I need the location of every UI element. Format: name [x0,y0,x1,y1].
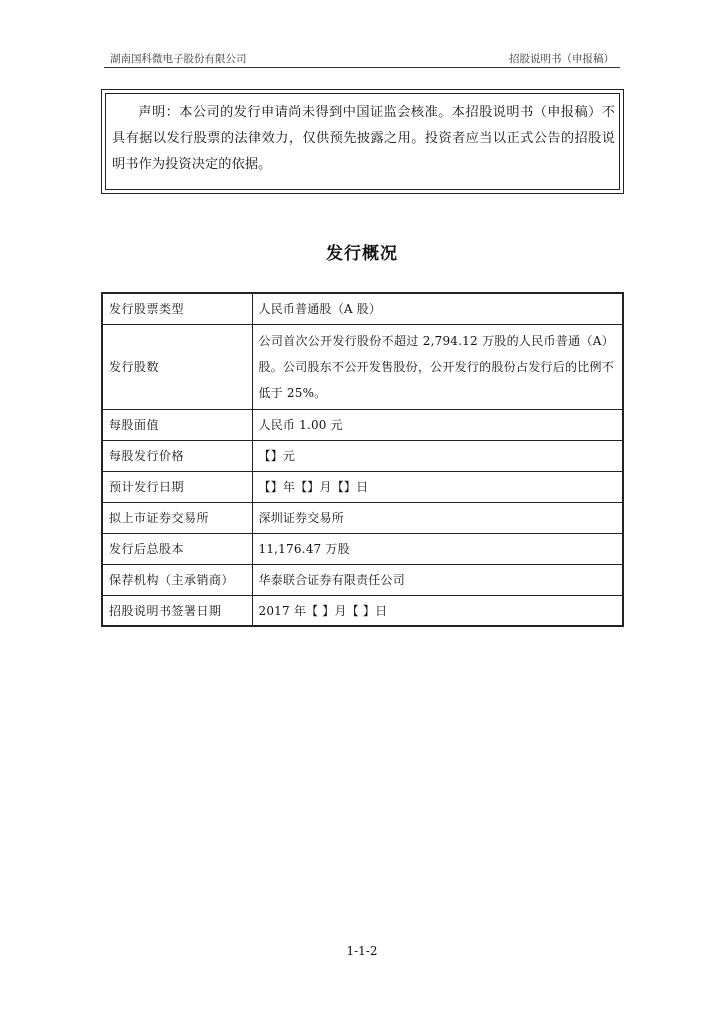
row-value: 公司首次公开发行股份不超过 2,794.12 万股的人民币普通（A）股。公司股东不公开发售股份，公开发行的股份占发行后的比例不低于 25%。 [252,324,623,409]
disclaimer-box [101,89,624,194]
row-label: 每股面值 [102,409,252,440]
header-document-title: 招股说明书（申报稿） [509,53,614,65]
row-label: 招股说明书签署日期 [102,595,252,626]
row-label: 预计发行日期 [102,471,252,502]
row-value: 【】元 [252,440,623,471]
row-value: 深圳证券交易所 [252,502,623,533]
page-number: 1-1-2 [346,944,378,958]
row-label: 发行股票类型 [102,293,252,324]
table-row [102,293,623,324]
row-label: 每股发行价格 [102,440,252,471]
row-label: 拟上市证券交易所 [102,502,252,533]
row-value: 11,176.47 万股 [252,533,623,564]
row-value: 华泰联合证券有限责任公司 [252,564,623,595]
row-value: 人民币普通股（A 股） [252,293,623,324]
table-row [102,324,623,409]
table-row [102,533,623,564]
offering-overview-table [101,292,624,627]
table-row [102,502,623,533]
row-value: 人民币 1.00 元 [252,409,623,440]
row-label: 发行后总股本 [102,533,252,564]
section-title: 发行概况 [326,244,398,264]
table-row [102,595,623,626]
header-company-name: 湖南国科微电子股份有限公司 [110,53,247,65]
table-row [102,564,623,595]
row-label: 保荐机构（主承销商） [102,564,252,595]
disclaimer-text: 声明：本公司的发行申请尚未得到中国证监会核准。本招股说明书（申报稿）不具有据以发行股票的法律效力，仅供预先披露之用。投资者应当以正式公告的招股说明书作为投资决定的依据。 [105,93,620,190]
table-row [102,409,623,440]
row-value: 2017 年【 】月【 】日 [252,595,623,626]
row-value: 【】年【】月【】日 [252,471,623,502]
row-label: 发行股数 [102,324,252,409]
table-row [102,471,623,502]
table-row [102,440,623,471]
page-header [104,50,620,68]
